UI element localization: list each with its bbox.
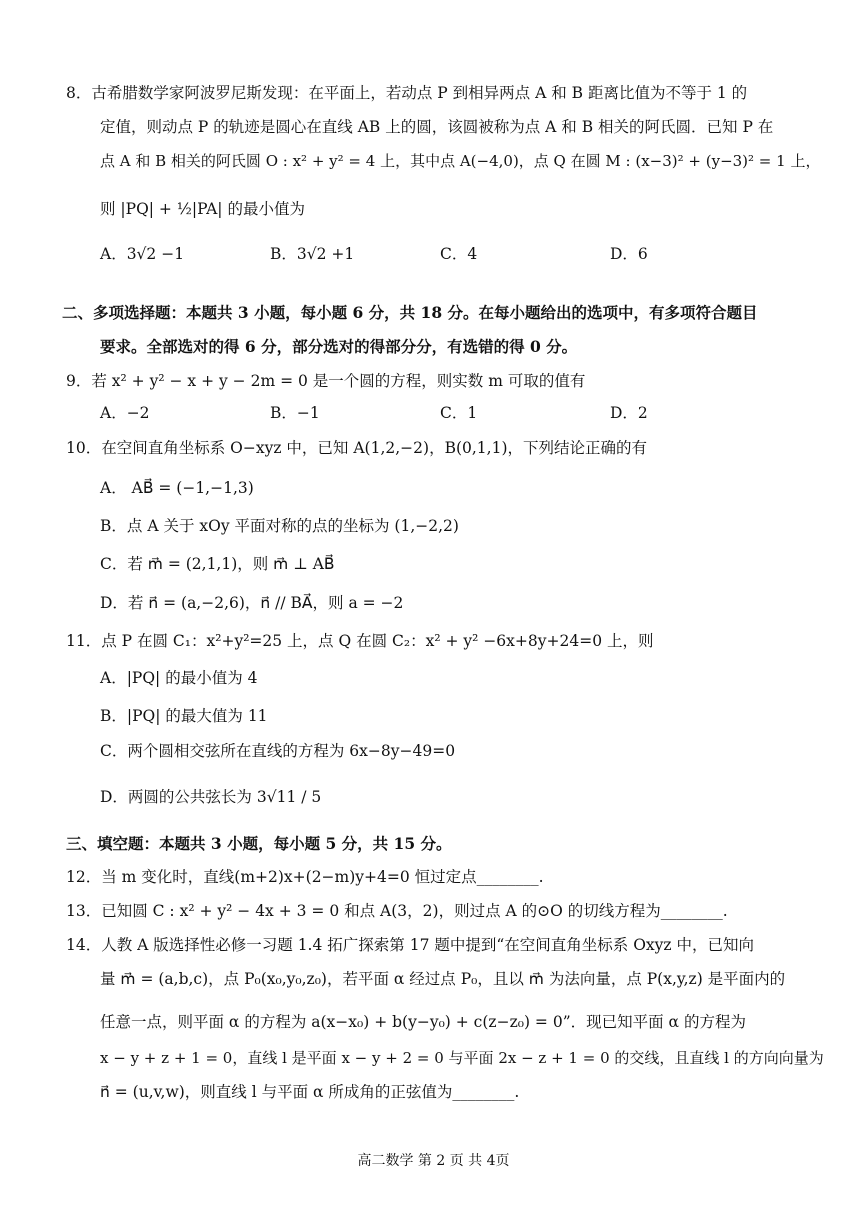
q12-stem: 12．当 m 变化时，直线(m+2)x+(2−m)y+4=0 恒过定点________. (66, 868, 544, 886)
q8-line1: 8．古希腊数学家阿波罗尼斯发现：在平面上，若动点 P 到相异两点 A 和 B 距离比值为不等于 1 的 (66, 84, 748, 102)
q14-line3: 任意一点，则平面 α 的方程为 a(x−x₀) + b(y−y₀) + c(z−z₀) = 0”．现已知平面 α 的方程为 (100, 1013, 746, 1031)
q10-stem: 10．在空间直角坐标系 O−xyz 中，已知 A(1,2,−2)，B(0,1,1)，下列结论正确的有 (66, 439, 648, 457)
q8-option-b: B．3√2 +1 (270, 245, 355, 263)
q10-option-b: B．点 A 关于 xOy 平面对称的点的坐标为 (1,−2,2) (100, 517, 459, 535)
q14-line2: 量 m⃗ = (a,b,c)，点 P₀(x₀,y₀,z₀)，若平面 α 经过点 P₀，且以 m⃗ 为法向量，点 P(x,y,z) 是平面内的 (100, 970, 786, 988)
q10-option-d: D．若 n⃗ = (a,−2,6)，n⃗ // BA⃗，则 a = −2 (100, 594, 404, 612)
q10-option-c: C．若 m⃗ = (2,1,1)，则 m⃗ ⊥ AB⃗ (100, 555, 335, 573)
q9-option-b: B．−1 (270, 404, 320, 422)
q8-line3: 点 A 和 B 相关的阿氏圆 O : x² + y² = 4 上，其中点 A(−4,0)，点 Q 在圆 M : (x−3)² + (y−3)² = 1 上， (100, 152, 821, 170)
q9-option-c: C．1 (440, 404, 478, 422)
q8-option-d: D．6 (610, 245, 648, 263)
section2-heading-line2: 要求。全部选对的得 6 分，部分选对的得部分分，有选错的得 0 分。 (100, 337, 578, 356)
q14-line4: x − y + z + 1 = 0，直线 l 是平面 x − y + 2 = 0 与平面 2x − z + 1 = 0 的交线，且直线 l 的方向向量为 (100, 1049, 824, 1067)
q11-option-a: A．|PQ| 的最小值为 4 (100, 669, 258, 687)
q14-line5: n⃗ = (u,v,w)，则直线 l 与平面 α 所成角的正弦值为________. (100, 1083, 520, 1101)
q8-line4: 则 |PQ| + ½|PA| 的最小值为 (100, 200, 305, 218)
q11-stem: 11．点 P 在圆 C₁：x²+y²=25 上，点 Q 在圆 C₂：x² + y² −6x+8y+24=0 上，则 (66, 632, 654, 650)
section2-heading-line1: 二、多项选择题：本题共 3 小题，每小题 6 分，共 18 分。在每小题给出的选项中，有多项符合题目 (62, 303, 758, 322)
q9-option-a: A．−2 (100, 404, 150, 422)
section3-heading: 三、填空题：本题共 3 小题，每小题 5 分，共 15 分。 (66, 834, 452, 853)
page-footer: 高二数学 第 2 页 共 4页 (357, 1153, 510, 1169)
q9-stem: 9．若 x² + y² − x + y − 2m = 0 是一个圆的方程，则实数 m 可取的值有 (66, 372, 586, 390)
q11-option-c: C．两个圆相交弦所在直线的方程为 6x−8y−49=0 (100, 742, 456, 760)
q8-line2: 定值，则动点 P 的轨迹是圆心在直线 AB 上的圆，该圆被称为点 A 和 B 相关的阿氏圆．已知 P 在 (100, 118, 774, 136)
q14-line1: 14．人教 A 版选择性必修一习题 1.4 拓广探索第 17 题中提到“在空间直角坐标系 Oxyz 中，已知向 (66, 936, 755, 954)
q10-option-a: A． AB⃗ = (−1,−1,3) (100, 479, 254, 497)
q11-option-d: D．两圆的公共弦长为 3√11 / 5 (100, 788, 322, 806)
q8-option-a: A．3√2 −1 (100, 245, 185, 263)
q8-option-c: C．4 (440, 245, 478, 263)
q11-option-b: B．|PQ| 的最大值为 11 (100, 707, 268, 725)
q13-stem: 13．已知圆 C : x² + y² − 4x + 3 = 0 和点 A(3，2)，则过点 A 的⊙O 的切线方程为________. (66, 902, 728, 920)
q9-option-d: D．2 (610, 404, 648, 422)
